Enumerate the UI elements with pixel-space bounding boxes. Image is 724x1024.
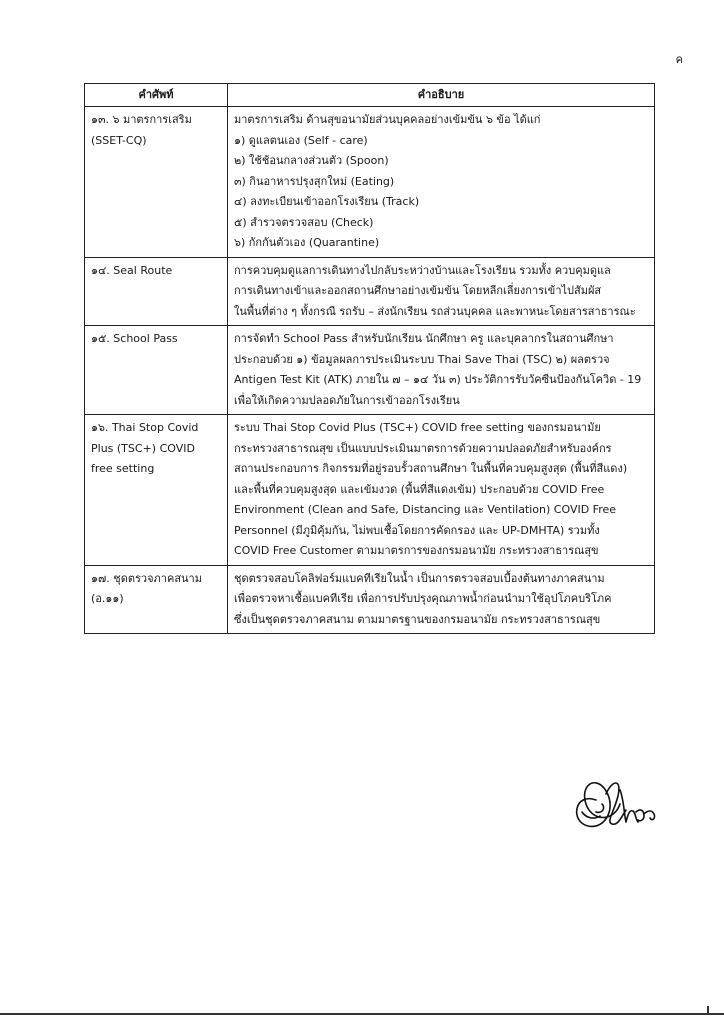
description-cell [228,565,655,634]
term-line: (SSET-CQ) [91,133,147,147]
description-line: ชุดตรวจสอบโคลิฟอร์มแบคทีเรียในน้ำ เป็นการตรวจสอบเบื้องต้นทางภาคสนาม [234,571,605,585]
bottom-edge-line [0,1013,724,1015]
description-line: ประกอบด้วย ๑) ข้อมูลผลการประเมินระบบ Thai Save Thai (TSC) ๒) ผลตรวจ [234,352,610,366]
term-cell [85,326,228,415]
header-description: คำอธิบาย [228,84,655,107]
table-row [85,257,655,326]
table-body [85,107,655,634]
description-cell [228,107,655,258]
term-line: Plus (TSC+) COVID [91,441,195,455]
description-line: ๔) ลงทะเบียนเข้าออกโรงเรียน (Track) [234,195,420,208]
description-line: มาตรการเสริม ด้านสุขอนามัยส่วนบุคคลอย่างเข้มข้น ๖ ข้อ ได้แก่ [234,113,541,126]
description-line: กระทรวงสาธารณสุข เป็นแบบประเมินมาตรการด้วยความปลอดภัยสำหรับองค์กร [234,441,612,455]
description-cell [228,257,655,326]
description-line: Antigen Test Kit (ATK) ภายใน ๗ – ๑๔ วัน ๓) ประวัติการรับวัคซีนป้องกันโควิด - 19 [234,373,642,386]
description-line: เพื่อให้เกิดความปลอดภัยในการเข้าออกโรงเรียน [234,393,460,407]
header-term: คำศัพท์ [85,84,228,107]
description-line: ๖) กักกันตัวเอง (Quarantine) [234,236,380,249]
glossary-table [84,83,655,634]
description-line: ๓) กินอาหารปรุงสุกใหม่ (Eating) [234,174,395,188]
term-cell [85,107,228,258]
description-line: เพื่อตรวจหาเชื้อแบคทีเรีย เพื่อการปรับปรุงคุณภาพน้ำก่อนนำมาใช้อุปโภคบริโภค [234,592,612,605]
term-cell [85,415,228,566]
term-line: free setting [91,462,155,475]
table-header-row [85,84,655,107]
description-line: การจัดทำ School Pass สำหรับนักเรียน นักศึกษา ครู และบุคลากรในสถานศึกษา [234,332,614,345]
description-line: ๒) ใช้ช้อนกลางส่วนตัว (Spoon) [234,154,389,167]
table-row [85,107,655,258]
description-line: Personnel (มีภูมิคุ้มกัน, ไม่พบเชื้อโดยการคัดกรอง และ UP-DMHTA) รวมทั้ง [234,523,600,537]
term-line: ๑๔. Seal Route [91,263,173,277]
term-line: ๑๕. School Pass [91,332,178,345]
description-line: COVID Free Customer ตามมาตรการของกรมอนามัย กระทรวงสาธารณสุข [234,544,599,557]
description-line: Environment (Clean and Safe, Distancing และ Ventilation) COVID Free [234,503,617,516]
description-line: ซึ่งเป็นชุดตรวจภาคสนาม ตามมาตรฐานของกรมอนามัย กระทรวงสาธารณสุข [234,612,601,626]
description-line: ๑) ดูแลตนเอง (Self - care) [234,133,368,147]
description-line: การควบคุมดูแลการเดินทางไปกลับระหว่างบ้านและโรงเรียน รวมทั้ง ควบคุมดูแล [234,263,611,277]
term-line: (อ.๑๑) [91,592,124,605]
description-line: สถานประกอบการ กิจกรรมที่อยู่รอบรั้วสถานศึกษา ในพื้นที่ควบคุมสูงสุด (พื้นที่สีแดง) [234,462,628,475]
term-cell [85,565,228,634]
description-cell [228,326,655,415]
bottom-edge-tick [707,1006,709,1015]
term-line: ๑๖. Thai Stop Covid [91,421,199,434]
description-line: การเดินทางเข้าและออกสถานศึกษาอย่างเข้มข้น โดยหลีกเลี่ยงการเข้าไปสัมผัส [234,284,602,297]
table-row [85,565,655,634]
term-line: ๑๓. ๖ มาตรการเสริม [91,113,192,126]
term-cell [85,257,228,326]
table-row [85,326,655,415]
signature-image [566,760,666,840]
description-line: ๕) สำรวจตรวจสอบ (Check) [234,215,374,229]
table-row [85,415,655,566]
term-line: ๑๗. ชุดตรวจภาคสนาม [91,571,202,585]
description-line: และพื้นที่ควบคุมสูงสุด และเข้มงวด (พื้นที่สีแดงเข้ม) ประกอบด้วย COVID Free [234,482,605,496]
page-marker: ค [675,53,683,66]
description-cell [228,415,655,566]
description-line: ในพื้นที่ต่าง ๆ ทั้งกรณี รถรับ – ส่งนักเรียน รถส่วนบุคคล และพาหนะโดยสารสาธารณะ [234,304,636,318]
description-line: ระบบ Thai Stop Covid Plus (TSC+) COVID free setting ของกรมอนามัย [234,421,601,434]
